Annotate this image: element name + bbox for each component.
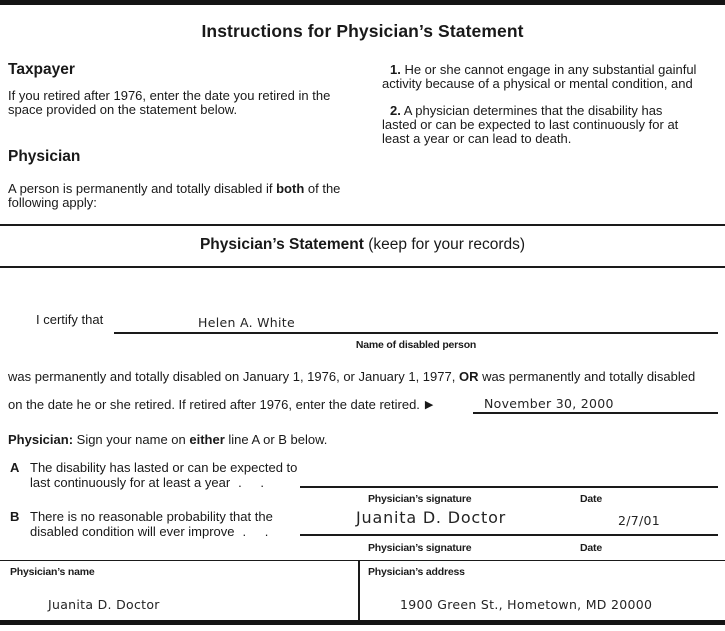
signature-label-a: Physician’s signature [368, 493, 472, 505]
condition-2-text: A physician determines that the disability has lasted or can be expected to last continuously for at least a year or can lead to death. [382, 102, 679, 147]
certify-underline[interactable] [114, 332, 718, 334]
line-b-text-body: There is no reasonable probability that the disabled condition will ever improve [30, 509, 273, 539]
sign-instruction-text2: line A or B below. [224, 432, 328, 447]
line-b-dot-leader: . . [242, 524, 270, 539]
disabled-paragraph-line1 [8, 369, 695, 384]
line-a-text-body: The disability has lasted or can be expected to last continuously for at least a year [30, 460, 298, 490]
physician-name-label: Physician’s name [10, 566, 95, 578]
condition-2-number: 2. [390, 102, 401, 118]
footer-box-divider [358, 560, 360, 622]
arrow-right-icon: ▶ [424, 399, 434, 411]
sign-instruction-text1: Sign your name on [73, 432, 190, 447]
physician-address-field[interactable]: 1900 Green St., Hometown, MD 20000 [400, 597, 653, 612]
signature-line-a[interactable] [300, 486, 718, 488]
signature-label-b: Physician’s signature [368, 542, 472, 554]
physician-signature-field[interactable]: Juanita D. Doctor [356, 508, 507, 527]
para-line1-bold: OR [458, 369, 479, 384]
instructions-right-column [382, 63, 700, 146]
para-line2-text: on the date he or she retired. If retired after 1976, enter the date retired. [8, 397, 420, 412]
line-b-text [30, 509, 304, 539]
statement-heading-normal: (keep for your records) [363, 236, 526, 253]
line-a-label: A [10, 460, 20, 475]
condition-1-number: 1. [390, 62, 401, 77]
date-retired-field[interactable]: November 30, 2000 [484, 396, 614, 411]
line-a-text [30, 460, 302, 490]
condition-item-1 [382, 63, 700, 92]
physician-body-bold: both [276, 180, 305, 196]
signature-line-b[interactable] [300, 534, 718, 536]
para-line1-post: was permanently and totally disabled [478, 369, 696, 384]
statement-heading [0, 236, 725, 254]
para-line1-pre: was permanently and totally disabled on January 1, 1976, or January 1, 1977, [8, 369, 459, 384]
sign-instruction-bold1: Physician: [8, 432, 74, 447]
physician-body [8, 182, 348, 211]
certify-label: I certify that [36, 312, 104, 327]
instructions-left-column [8, 61, 348, 210]
physician-body-pre: A person is permanently and totally disabled if [8, 180, 277, 196]
line-a-dot-leader: . . [238, 475, 266, 490]
taxpayer-heading: Taxpayer [8, 61, 75, 78]
bottom-rule [0, 620, 725, 625]
page-title: Instructions for Physician’s Statement [201, 21, 524, 41]
line-b-label: B [10, 509, 20, 524]
sign-instruction [8, 432, 327, 447]
taxpayer-body: If you retired after 1976, enter the date you retired in the space provided on the statement below. [8, 88, 331, 118]
physician-address-label: Physician’s address [368, 566, 465, 578]
signature-date-field[interactable]: 2/7/01 [618, 513, 661, 528]
section-rule-top [0, 224, 725, 226]
footer-box-top-rule [0, 560, 725, 561]
disabled-person-name-field[interactable]: Helen A. White [198, 315, 295, 330]
top-rule [0, 0, 725, 5]
physician-heading: Physician [8, 147, 81, 165]
condition-1-text: He or she cannot engage in any substantial gainful activity because of a physical or mental condition, and [382, 62, 697, 92]
statement-heading-bold: Physician’s Statement [199, 236, 364, 253]
section-rule-bottom [0, 266, 725, 268]
date-label-b: Date [580, 542, 602, 554]
date-label-a: Date [580, 493, 602, 505]
disabled-paragraph-line2 [8, 397, 433, 412]
condition-item-2 [382, 104, 700, 147]
date-retired-underline[interactable] [473, 412, 718, 414]
physician-name-field[interactable]: Juanita D. Doctor [48, 597, 160, 612]
physician-body-post: of the following apply: [8, 180, 341, 210]
sign-instruction-bold2: either [189, 432, 225, 447]
certify-caption: Name of disabled person [355, 339, 477, 351]
